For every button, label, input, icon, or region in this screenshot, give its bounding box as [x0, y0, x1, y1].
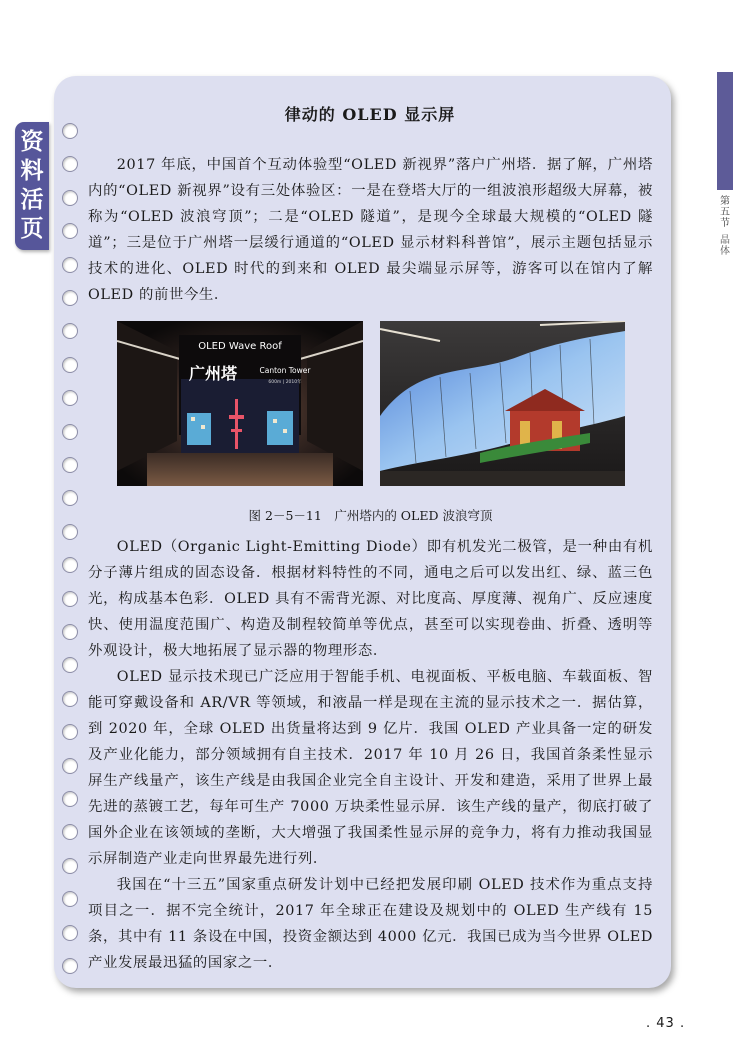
figure-caption: 图 2－5－11 广州塔内的 OLED 波浪穹顶 — [248, 508, 493, 523]
binder-ring — [62, 424, 78, 440]
binder-ring — [62, 257, 78, 273]
binder-ring — [62, 190, 78, 206]
sign-small: 600m | 2010年 — [268, 380, 302, 385]
sign-chinese: 广州塔 — [188, 364, 238, 383]
paragraph-2: OLED（Organic Light-Emitting Diode）即有机发光二极管，是一种由有机分子薄片组成的固态设备．根据材料特性的不同，通电之后可以发出红、绿、蓝三色光，构成基本色彩．OLED 具有不需背光源、对比度高、厚度薄、视角广、反应速度快、使用温度范围广、构造及制程较简单等优点，甚至可以实现卷曲、折叠、透明等外观设计，极大地拓展了显示器的物理形态． — [88, 539, 653, 659]
chapter-edge-bar — [717, 72, 733, 190]
tab-char: 料 — [20, 158, 44, 184]
page-title: 律动的 OLED 显示屏 — [284, 105, 456, 124]
binder-ring — [62, 691, 78, 707]
section-label: 第五节 — [720, 196, 730, 229]
tab-char: 页 — [20, 216, 44, 242]
binder-ring — [62, 925, 78, 941]
binder-ring — [62, 858, 78, 874]
binder-ring — [62, 791, 78, 807]
resource-tab — [15, 122, 49, 250]
photo-canton-tower-sign — [117, 321, 363, 486]
sign-english: Canton Tower — [259, 366, 311, 375]
binder-ring — [62, 624, 78, 640]
paragraph-4: 我国在“十三五”国家重点研发计划中已经把发展印刷 OLED 技术作为重点支持项目之一．据不完全统计，2017 年全球正在建设及规划中的 OLED 生产线有 15 条，其中有 11 条设在中国，投资金额达到 4000 亿元．我国已成为当今世界 OLED 产业发展最迅猛的国家之一． — [88, 877, 653, 971]
tab-char: 活 — [20, 187, 44, 213]
section-tag — [719, 196, 731, 257]
binder-ring — [62, 457, 78, 473]
sign-line-1: OLED Wave Roof — [198, 341, 282, 352]
section-subject: 晶体 — [720, 235, 730, 257]
binder-ring — [62, 524, 78, 540]
binder-ring — [62, 123, 78, 139]
binder-ring — [62, 758, 78, 774]
tab-char: 资 — [20, 129, 44, 155]
photo-oled-wave-roof — [380, 321, 625, 486]
binder-ring — [62, 958, 78, 974]
paragraph-3: OLED 显示技术现已广泛应用于智能手机、电视面板、平板电脑、车载面板、智能可穿戴设备和 AR/VR 等领域，和液晶一样是现在主流的显示技术之一．据估算，到 2020 年，全球 OLED 出货量将达到 9 亿片．我国 OLED 产业具备一定的研发及产业化能力，部分领域拥有自主技术．2017 年 10 月 26 日，我国首条柔性显示屏生产线量产，该生产线是由我国企业完全自主设计、开发和建造，采用了世界上最先进的蒸镀工艺，每年可生产 7000 万块柔性显示屏．该生产线的量产，彻底打破了国外企业在该领域的垄断，大大增强了我国柔性显示屏的竞争力，将有力推动我国显示屏制造产业走向世界最先进行列． — [88, 669, 653, 867]
binder-ring — [62, 357, 78, 373]
page-number: . 43 . — [646, 1016, 686, 1031]
paragraph-1: 2017 年底，中国首个互动体验型“OLED 新视界”落户广州塔．据了解，广州塔内的“OLED 新视界”设有三处体验区：一是在登塔大厅的一组波浪形超级大屏幕，被称为“OLED 波浪穹顶”；二是“OLED 隧道”，是现今全球最大规模的“OLED 隧道”；三是位于广州塔一层缓行通道的“OLED 显示材料科普馆”，展示主题包括显示技术的进化、OLED 时代的到来和 OLED 最尖端显示屏等，游客可以在馆内了解 OLED 的前世今生． — [88, 157, 653, 303]
binder-ring — [62, 591, 78, 607]
binder-ring — [62, 290, 78, 306]
oled-wave-roof-image — [380, 321, 625, 486]
canton-tower-hall-image — [117, 321, 363, 486]
